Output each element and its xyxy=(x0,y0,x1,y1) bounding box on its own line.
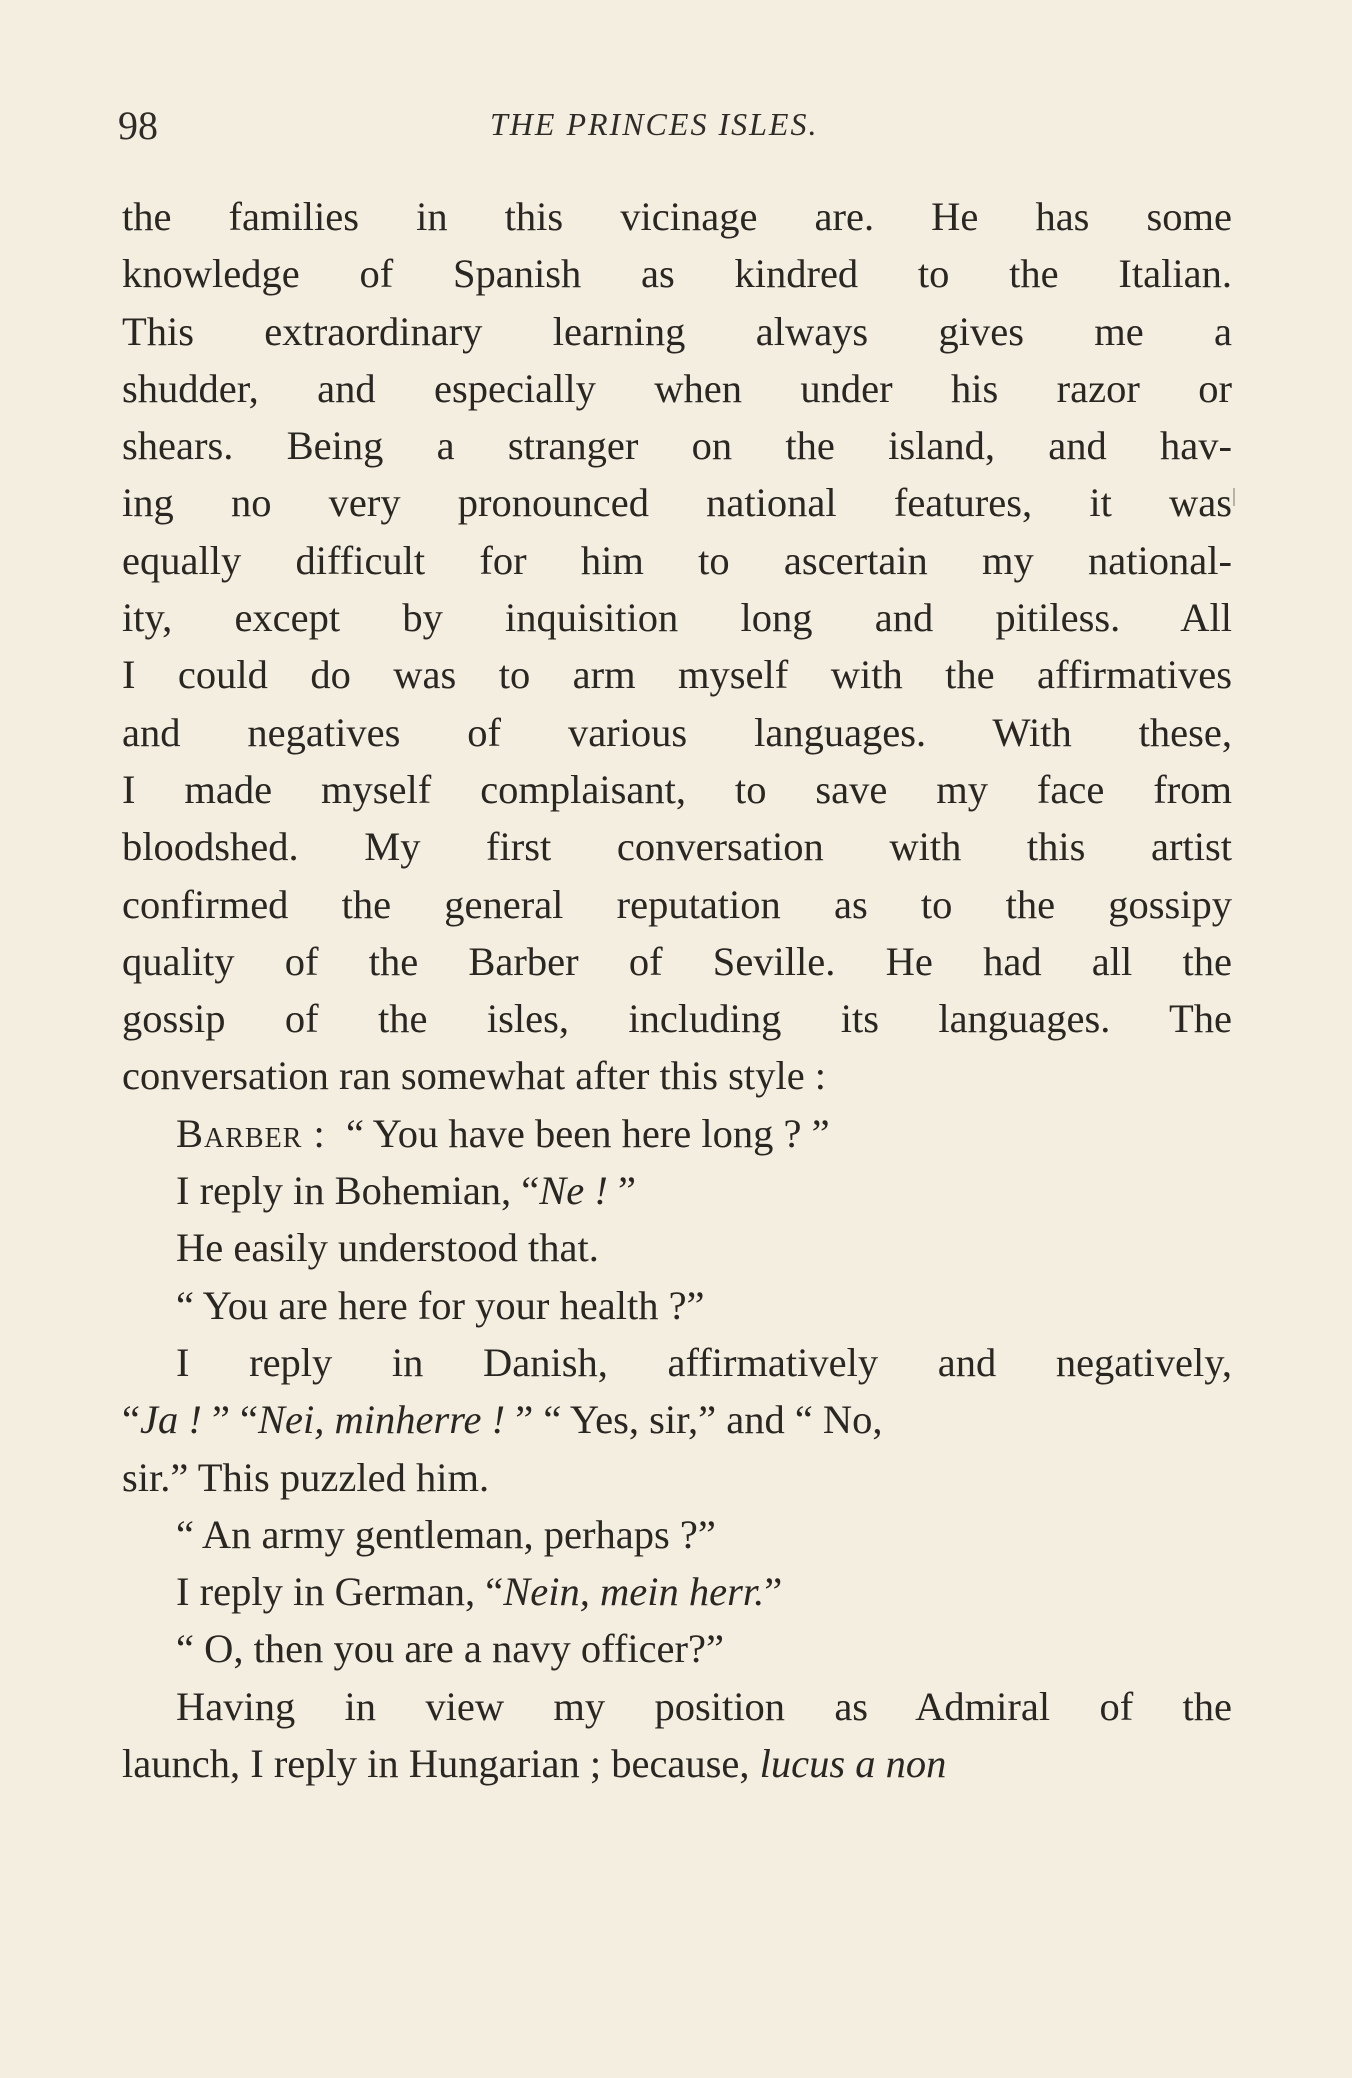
dialogue-line xyxy=(122,1391,1232,1448)
text-line: quality of the Barber of Seville. He had all the xyxy=(122,938,1232,984)
dialogue-text: I reply in German, “ xyxy=(176,1569,504,1615)
dialogue-text: launch, I reply in Hungarian ; because, xyxy=(122,1741,760,1787)
text-line: conversation ran somewhat after this style : xyxy=(122,1053,827,1099)
dialogue-text: ” “ Yes, sir,” and “ No, xyxy=(505,1397,883,1443)
dialogue-text: “ xyxy=(122,1397,140,1443)
dialogue-text: “ You have been here long ? ” xyxy=(346,1110,830,1156)
text-line: shudder, and especially when under his razor or xyxy=(122,365,1232,411)
text-line: This extraordinary learning always gives me a xyxy=(122,308,1232,354)
foreign-word: lucus a non xyxy=(759,1741,947,1787)
page-number: 98 xyxy=(118,103,158,148)
text-line: shears. Being a stranger on the island, and hav- xyxy=(122,423,1232,469)
text-line: gossip of the isles, including its languages. The xyxy=(122,996,1232,1042)
dialogue-line: “ O, then you are a navy officer?” xyxy=(176,1626,724,1672)
dialogue-line: I reply in Danish, affirmatively and negatively, xyxy=(176,1339,1232,1385)
text-line: ing no very pronounced national features, it was xyxy=(122,480,1232,526)
dialogue-text: ” xyxy=(607,1168,636,1214)
dialogue-text: ” “ xyxy=(201,1397,259,1443)
text-line: confirmed the general reputation as to the gossipy xyxy=(122,881,1232,927)
print-speck xyxy=(1233,488,1235,506)
dialogue-text: I reply in Bohemian, “ xyxy=(176,1168,540,1214)
foreign-word: Ne ! xyxy=(539,1168,608,1214)
dialogue-line xyxy=(122,1563,1232,1620)
foreign-word: Nein, mein herr. xyxy=(503,1569,765,1615)
text-line: knowledge of Spanish as kindred to the Italian. xyxy=(122,251,1232,297)
body-text xyxy=(122,188,1232,1792)
page-header xyxy=(0,98,1352,158)
dialogue-line xyxy=(122,1105,1232,1162)
dialogue-line: “ You are here for your health ?” xyxy=(176,1282,705,1328)
dialogue-text: ” xyxy=(764,1569,783,1615)
text-line: I made myself complaisant, to save my face from xyxy=(122,766,1232,812)
text-line: equally difficult for him to ascertain my national- xyxy=(122,537,1232,583)
dialogue-line xyxy=(122,1735,1232,1792)
speaker-label: Barber : xyxy=(176,1110,326,1156)
text-line: the families in this vicinage are. He has some xyxy=(122,194,1232,239)
dialogue-line: He easily understood that. xyxy=(176,1225,599,1271)
text-line: bloodshed. My first conversation with this artist xyxy=(122,824,1232,870)
dialogue-line: Having in view my position as Admiral of the xyxy=(176,1683,1232,1729)
text-line: ity, except by inquisition long and pitiless. All xyxy=(122,595,1232,641)
text-line: and negatives of various languages. With these, xyxy=(122,709,1232,755)
dialogue-line: sir.” This puzzled him. xyxy=(122,1454,490,1500)
text-line: I could do was to arm myself with the affirmatives xyxy=(122,652,1232,698)
running-head: THE PRINCES ISLES. xyxy=(490,106,819,142)
foreign-word: Ja ! xyxy=(139,1397,202,1443)
dialogue-line: “ An army gentleman, perhaps ?” xyxy=(176,1511,716,1557)
dialogue-line xyxy=(122,1162,1232,1219)
foreign-word: Nei, minherre ! xyxy=(258,1397,506,1443)
